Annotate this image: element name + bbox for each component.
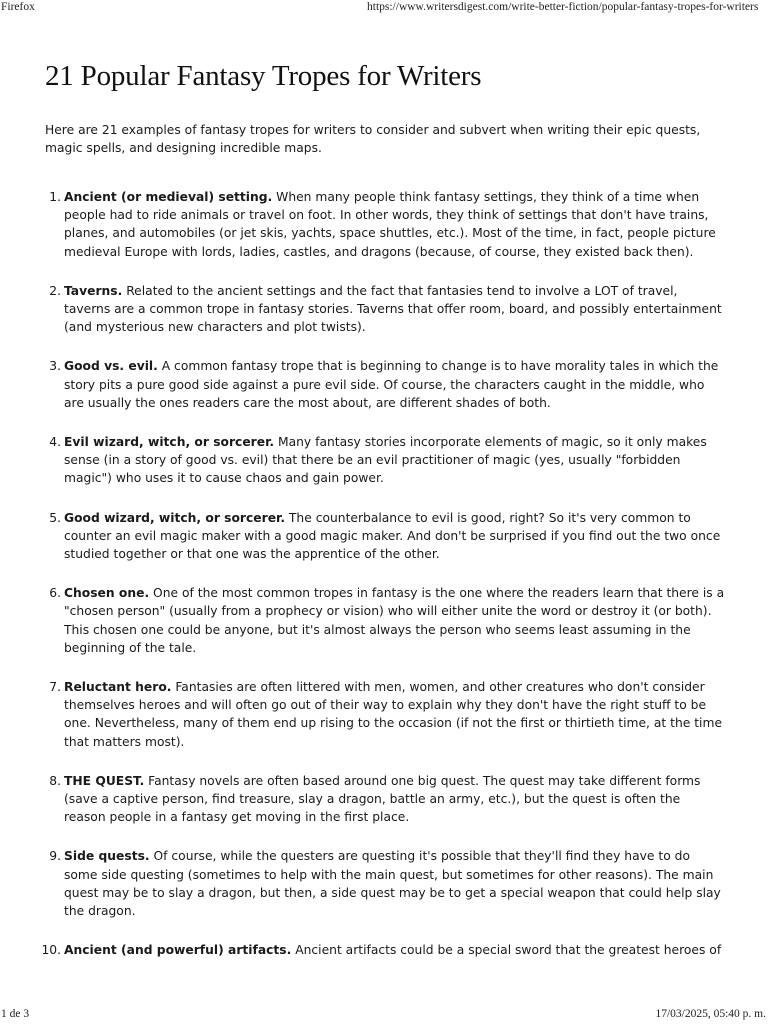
list-item-term: Taverns. [64, 283, 123, 298]
intro-paragraph: Here are 21 examples of fantasy tropes for writers to consider and subvert when writing their epic quests, magic spells, and designing incredible maps. [45, 123, 701, 155]
browser-name: Firefox [1, 1, 35, 13]
list-item-text: Related to the ancient settings and the fact that fantasies tend to involve a LOT of travel, taverns are a common trope in fantasy stories. Taverns that offer room, board, and possibly entertainment (and mysterious new characters and plot twists). [64, 283, 722, 335]
page-url[interactable]: https://www.writersdigest.com/write-better-fiction/popular-fantasy-tropes-for-writers [367, 1, 759, 13]
list-item-term: Good vs. evil. [64, 359, 158, 374]
list-item-text: Fantasies are often littered with men, women, and other creatures who don't consider themselves heroes and will often go out of their way to explain why they don't have the right stuff to be one. Nevertheless, many of them end up rising to the occasion (if not the first or thirtieth time, at the time that matters most). [64, 680, 723, 749]
article [41, 56, 725, 981]
page-indicator: 1 de 3 [1, 1008, 30, 1020]
list-item-text: The counterbalance to evil is good, right? So it's very common to counter an evil magic maker with a good magic maker. And don't be surprised if you find out the two once studied together or that one was the apprentice of the other. [64, 510, 721, 562]
tropes-list [41, 188, 725, 960]
list-item-text: A common fantasy trope that is beginning to change is to have morality tales in which the story pits a pure good side against a pure evil side. Of course, the characters caught in the middle, who are usually the ones readers care the most about, are different shades of both. [64, 359, 719, 410]
list-item [45, 433, 725, 488]
page-title: 21 Popular Fantasy Tropes for Writers [45, 60, 482, 92]
list-item-number: 2. [49, 283, 61, 298]
list-item-term: Evil wizard, witch, or sorcerer. [64, 435, 275, 450]
list-item [45, 357, 725, 412]
list-item-number: 6. [49, 586, 61, 601]
list-item-number: 7. [49, 680, 61, 695]
list-item-term: Reluctant hero. [64, 680, 172, 695]
list-item-text: Fantasy novels are often based around one big quest. The quest may take different forms (save a captive person, find treasure, slay a dragon, battle an army, etc.), but the quest is often the reason people in a fantasy get moving in the first place. [64, 773, 701, 825]
list-item-text: Many fantasy stories incorporate elements of magic, so it only makes sense (in a story of good vs. evil) that there be an evil practitioner of magic (yes, usually "forbidden magic") who uses it to cause chaos and gain power. [64, 435, 707, 486]
list-item [45, 847, 725, 920]
list-item [45, 678, 725, 751]
list-item-term: Chosen one. [64, 586, 150, 601]
list-item-number: 10. [41, 943, 61, 958]
print-footer [0, 1008, 768, 1024]
print-header [0, 0, 768, 16]
list-item [45, 509, 725, 564]
list-item [41, 941, 725, 959]
list-item-number: 1. [49, 190, 61, 204]
list-item-term: THE QUEST. [64, 773, 145, 788]
list-item-term: Good wizard, witch, or sorcerer. [64, 510, 286, 525]
list-item-number: 5. [49, 510, 61, 525]
list-item-number: 3. [49, 359, 61, 374]
list-item-term: Side quests. [64, 849, 150, 864]
list-item-text: Ancient artifacts could be a special sword that the greatest heroes of [291, 943, 722, 958]
list-item-text: When many people think fantasy settings, they think of a time when people had to ride animals or travel on foot. In other words, they think of settings that don't have trains, planes, and automobiles (or jet skis, yachts, space shuttles, etc.). Most of the time, in fact, people picture medieval Europe with lords, ladies, castles, and dragons (because, of course, they existed back then). [64, 190, 716, 259]
list-item [45, 188, 725, 261]
list-item [45, 772, 725, 827]
list-item-number: 8. [49, 773, 61, 788]
list-item-number: 9. [49, 849, 61, 864]
list-item-text: Of course, while the questers are questing it's possible that they'll find they have to do some side questing (sometimes to help with the main quest, but sometimes for other reasons). The main quest may be to slay a dragon, but then, a side quest may be to get a special weapon that could help slay the dragon. [64, 849, 721, 919]
list-item-term: Ancient (and powerful) artifacts. [64, 943, 292, 958]
list-item-term: Ancient (or medieval) setting. [64, 190, 273, 204]
list-item [45, 584, 725, 657]
list-item [45, 282, 725, 337]
print-timestamp: 17/03/2025, 05:40 p. m. [655, 1008, 766, 1020]
list-item-number: 4. [49, 435, 61, 450]
list-item-text: One of the most common tropes in fantasy is the one where the readers learn that there is a "chosen person" (usually from a prophecy or vision) who will either unite the word or destroy it (or both). This chosen one could be anyone, but it's almost always the person who seems least assuming in the beginning of the tale. [64, 586, 725, 655]
